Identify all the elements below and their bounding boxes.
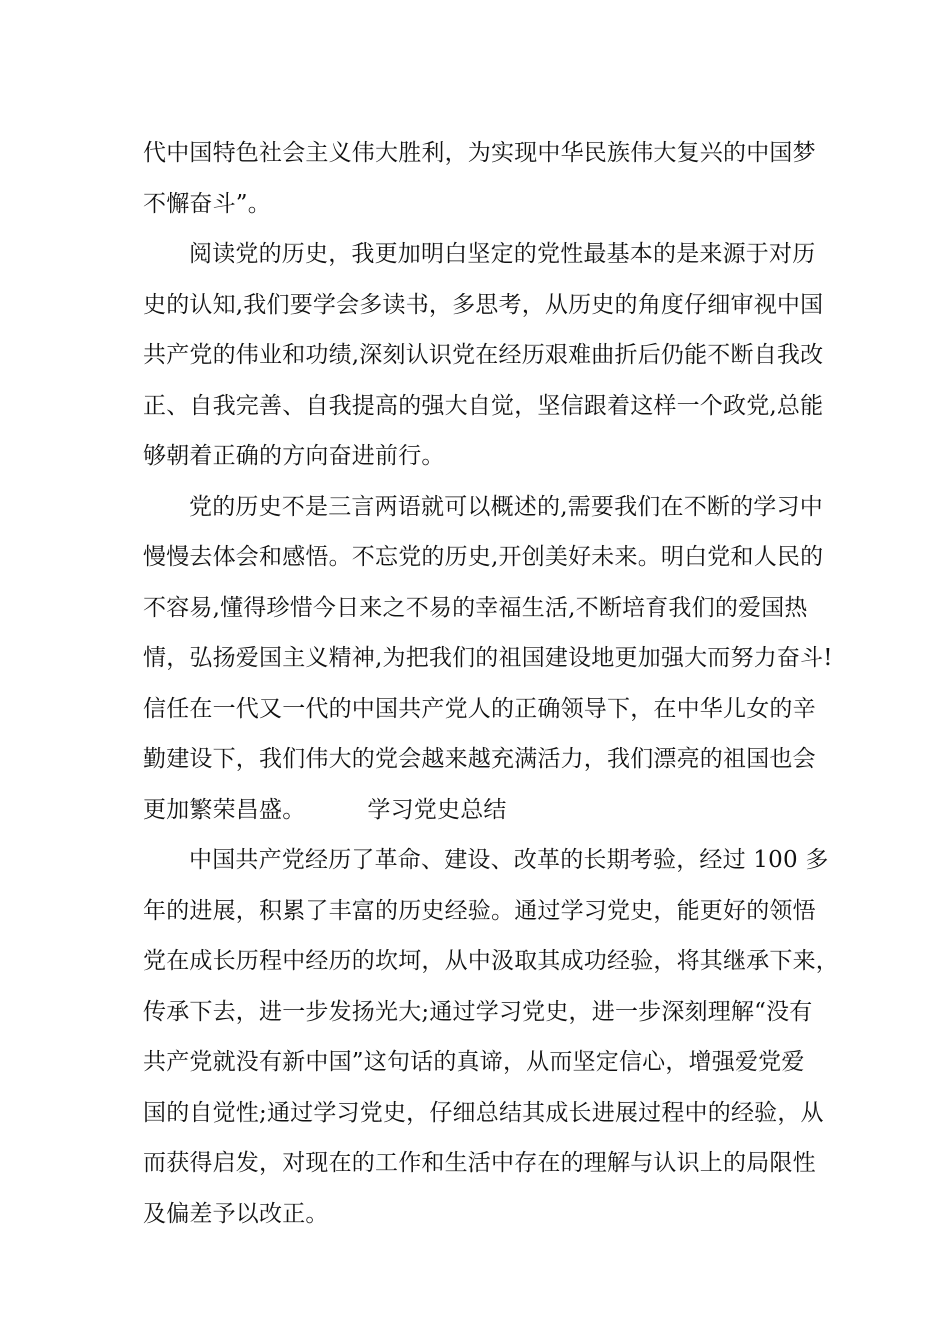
text-line: 共产党就没有新中国”这句话的真谛，从而坚定信心，增强爱党爱: [143, 1049, 805, 1075]
text-line: 年的进展，积累了丰富的历史经验。通过学习党史，能更好的领悟: [143, 897, 816, 924]
paragraph-4: [143, 835, 839, 1239]
paragraph-2: [143, 229, 824, 482]
text-line: 共产党的伟业和功绩,深刻认识党在经历艰难曲折后仍能不断自我改: [143, 342, 824, 368]
text-line: 信任在一代又一代的中国共产党人的正确领导下，在中华儿女的辛: [143, 695, 816, 722]
text-line: 慢慢去体会和感悟。不忘党的历史,开创美好未来。明白党和人民的: [143, 544, 824, 570]
text-line: 够朝着正确的方向奋进前行。: [143, 443, 445, 469]
paragraph-3: [143, 482, 833, 836]
text-line: 传承下去，进一步发扬光大;通过学习党史，进一步深刻理解“没有: [143, 998, 813, 1025]
section-title: 学习党史总结: [367, 796, 507, 823]
text-line: 党在成长历程中经历的坎坷，从中汲取其成功经验，将其继承下来，: [143, 948, 839, 974]
text-line: 正、自我完善、自我提高的强大自觉，坚信跟着这样一个政党,总能: [143, 392, 824, 419]
text-line: 勤建设下，我们伟大的党会越来越充满活力，我们漂亮的祖国也会: [143, 746, 816, 772]
text-line: 情，弘扬爱国主义精神,为把我们的祖国建设地更加强大而努力奋斗!: [143, 645, 833, 671]
text-line: 不容易,懂得珍惜今日来之不易的幸福生活,不断培育我们的爱国热: [143, 594, 808, 621]
text-line: 阅读党的历史，我更加明白坚定的党性最基本的是来源于对历: [189, 241, 816, 267]
text-line-with-title: [143, 785, 813, 836]
text-line: 中国共产党经历了革命、建设、改革的长期考验，经过 100 多: [189, 847, 829, 873]
text-line: 不懈奋斗”。: [143, 190, 271, 217]
document-body: [143, 128, 839, 1239]
text-line: 史的认知,我们要学会多读书，多思考，从历史的角度仔细审视中国: [143, 291, 824, 318]
text-line: 及偏差予以改正。: [143, 1200, 329, 1227]
text-line: 党的历史不是三言两语就可以概述的,需要我们在不断的学习中: [189, 493, 823, 520]
text-line: 代中国特色社会主义伟大胜利，为实现中华民族伟大复兴的中国梦: [143, 140, 816, 166]
paragraph-1: [143, 128, 816, 229]
text-fragment: 更加繁荣昌盛。: [143, 796, 306, 823]
text-line: 而获得启发，对现在的工作和生活中存在的理解与认识上的局限性: [143, 1150, 816, 1176]
text-line: 国的自觉性;通过学习党史，仔细总结其成长进展过程中的经验，从: [143, 1099, 824, 1126]
